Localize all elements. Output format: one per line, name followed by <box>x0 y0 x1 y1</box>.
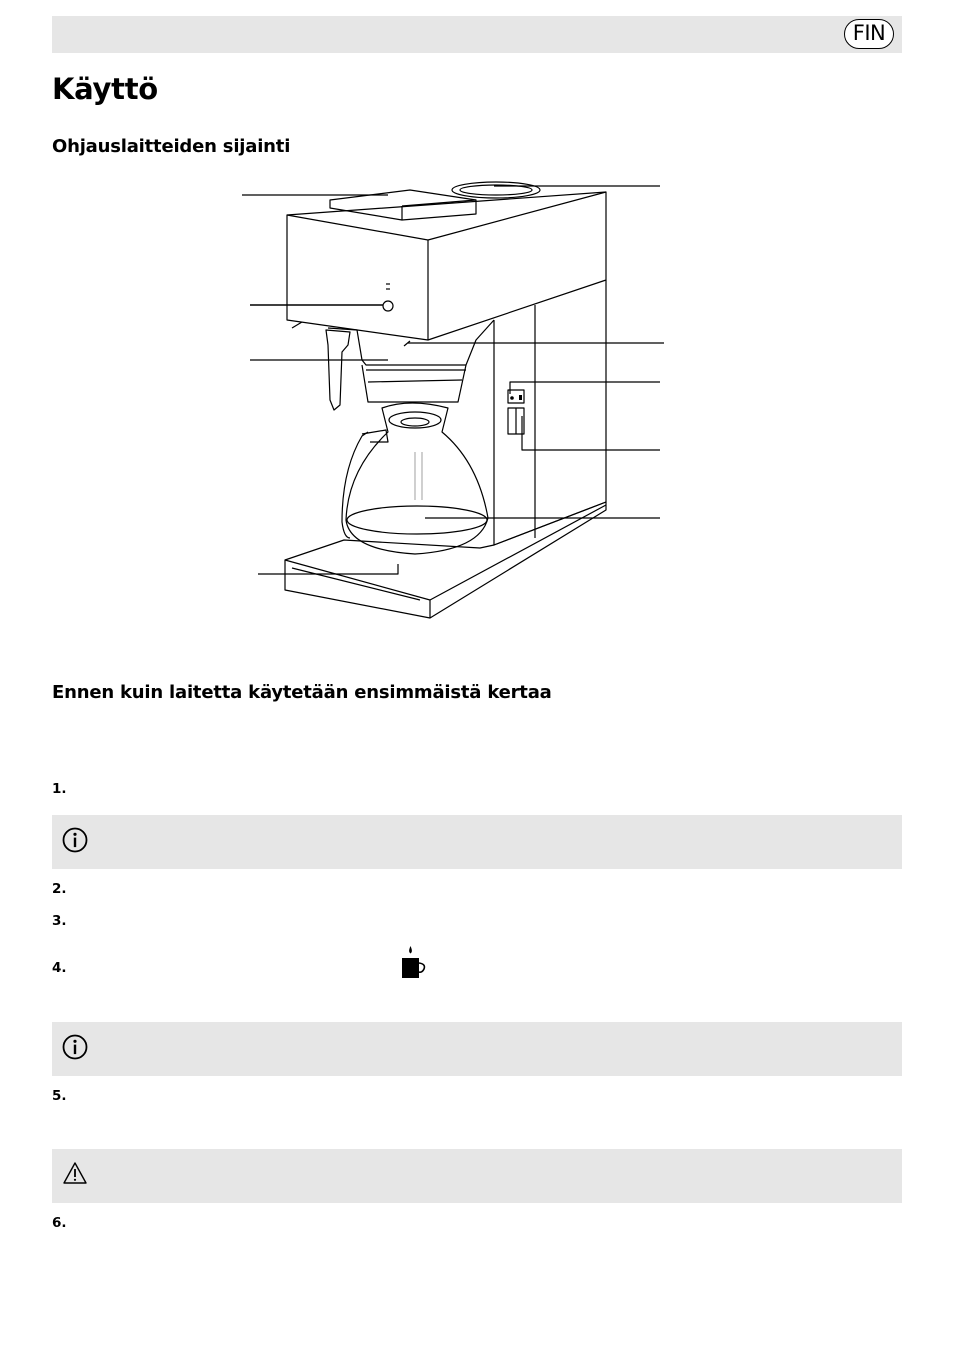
step-number-4: 4. <box>52 960 67 976</box>
first-use-heading: Ennen kuin laitetta käytetään ensimmäistä kertaa <box>52 682 552 703</box>
step-number-6: 6. <box>52 1215 67 1231</box>
callout-line-heater-switches <box>522 416 660 450</box>
info-icon <box>60 1032 90 1062</box>
warning-notice <box>52 1149 902 1203</box>
step-number-2: 2. <box>52 881 67 897</box>
info-notice-1 <box>52 815 902 869</box>
callout-line-hotplate <box>258 564 398 574</box>
callout-line-indicator <box>510 382 660 394</box>
step-number-3: 3. <box>52 913 67 929</box>
info-notice-2 <box>52 1022 902 1076</box>
info-icon <box>60 825 90 855</box>
controls-heading: Ohjauslaitteiden sijainti <box>52 136 291 157</box>
header-bar <box>52 16 902 53</box>
coffee-machine-diagram <box>230 170 680 650</box>
warning-triangle-icon <box>60 1159 90 1189</box>
language-badge: FIN <box>844 19 894 49</box>
step-number-1: 1. <box>52 781 67 797</box>
page-title: Käyttö <box>52 72 158 106</box>
step-number-5: 5. <box>52 1088 67 1104</box>
coffee-cup-icon <box>398 944 428 982</box>
